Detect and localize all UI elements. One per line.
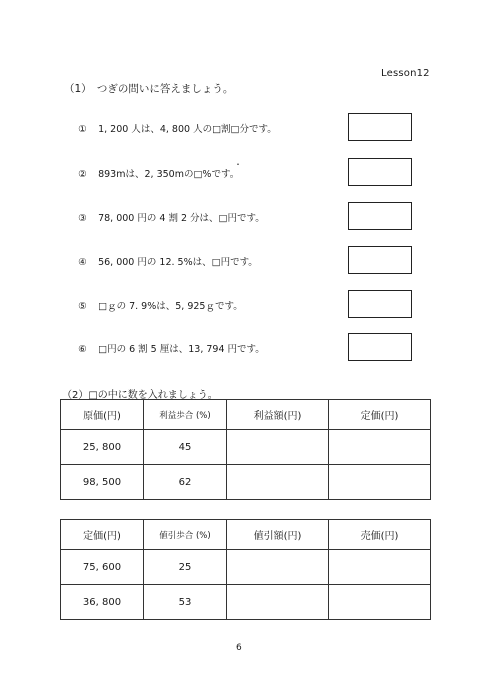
question-6-text: □円の 6 割 5 厘は、13, 794 円です。 bbox=[98, 344, 265, 355]
cell-discount-rate: 53 bbox=[144, 585, 227, 620]
question-5 bbox=[66, 287, 243, 323]
question-2-text: 893mは、2, 350mの□%です。 bbox=[98, 169, 240, 180]
cell-profit-rate: 62 bbox=[144, 465, 227, 500]
profit-table-header bbox=[61, 400, 431, 430]
header-list-price: 定価(円) bbox=[61, 520, 144, 550]
question-1-number: ① bbox=[78, 124, 87, 135]
question-5-text: □ｇの 7. 9%は、5, 925ｇです。 bbox=[98, 301, 243, 312]
question-6-number: ⑥ bbox=[78, 344, 87, 355]
cell-list-price: 75, 600 bbox=[61, 550, 144, 585]
page-number: 6 bbox=[236, 643, 242, 653]
question-5-number: ⑤ bbox=[78, 301, 87, 312]
table-row bbox=[61, 430, 431, 465]
cell-cost: 25, 800 bbox=[61, 430, 144, 465]
cell-profit-rate: 45 bbox=[144, 430, 227, 465]
cell-sale-price-blank[interactable] bbox=[329, 550, 431, 585]
answer-box-4[interactable] bbox=[348, 246, 412, 274]
question-2-number: ② bbox=[78, 169, 87, 180]
answer-box-5[interactable] bbox=[348, 290, 412, 318]
header-profit-rate: 利益歩合 (%) bbox=[144, 400, 227, 430]
answer-box-1[interactable] bbox=[348, 113, 412, 141]
question-1 bbox=[66, 110, 277, 146]
question-6 bbox=[66, 330, 265, 366]
answer-box-2[interactable] bbox=[348, 158, 412, 186]
question-3-number: ③ bbox=[78, 213, 87, 224]
header-discount-amount: 値引額(円) bbox=[227, 520, 329, 550]
cell-list-price-blank[interactable] bbox=[329, 465, 431, 500]
cell-sale-price-blank[interactable] bbox=[329, 585, 431, 620]
question-3 bbox=[66, 199, 265, 235]
question-4-number: ④ bbox=[78, 257, 87, 268]
cell-profit-amount-blank[interactable] bbox=[227, 465, 329, 500]
table-row bbox=[61, 585, 431, 620]
header-discount-rate: 値引歩合 (%) bbox=[144, 520, 227, 550]
cell-list-price-blank[interactable] bbox=[329, 430, 431, 465]
section1-heading: （1） つぎの問いに答えましょう。 bbox=[64, 83, 234, 95]
cell-list-price: 36, 800 bbox=[61, 585, 144, 620]
question-2 bbox=[66, 155, 239, 191]
header-cost: 原価(円) bbox=[61, 400, 144, 430]
header-profit-amount: 利益額(円) bbox=[227, 400, 329, 430]
cell-discount-amount-blank[interactable] bbox=[227, 550, 329, 585]
profit-table bbox=[60, 399, 431, 500]
table-row bbox=[61, 550, 431, 585]
question-4 bbox=[66, 243, 258, 279]
cell-cost: 98, 500 bbox=[61, 465, 144, 500]
header-list-price: 定価(円) bbox=[329, 400, 431, 430]
cell-discount-rate: 25 bbox=[144, 550, 227, 585]
discount-table bbox=[60, 519, 431, 620]
stray-mark: ・ bbox=[234, 160, 242, 169]
question-4-text: 56, 000 円の 12. 5%は、□円です。 bbox=[98, 257, 258, 268]
answer-box-6[interactable] bbox=[348, 333, 412, 361]
cell-discount-amount-blank[interactable] bbox=[227, 585, 329, 620]
question-3-text: 78, 000 円の 4 割 2 分は、□円です。 bbox=[98, 213, 265, 224]
section2-heading: （2）□の中に数を入れましょう。 bbox=[62, 390, 218, 401]
discount-table-header bbox=[61, 520, 431, 550]
question-1-text: 1, 200 人は、4, 800 人の□割□分です。 bbox=[98, 124, 277, 135]
table-row bbox=[61, 465, 431, 500]
cell-profit-amount-blank[interactable] bbox=[227, 430, 329, 465]
answer-box-3[interactable] bbox=[348, 202, 412, 230]
header-sale-price: 売価(円) bbox=[329, 520, 431, 550]
lesson-label: Lesson12 bbox=[381, 68, 430, 79]
